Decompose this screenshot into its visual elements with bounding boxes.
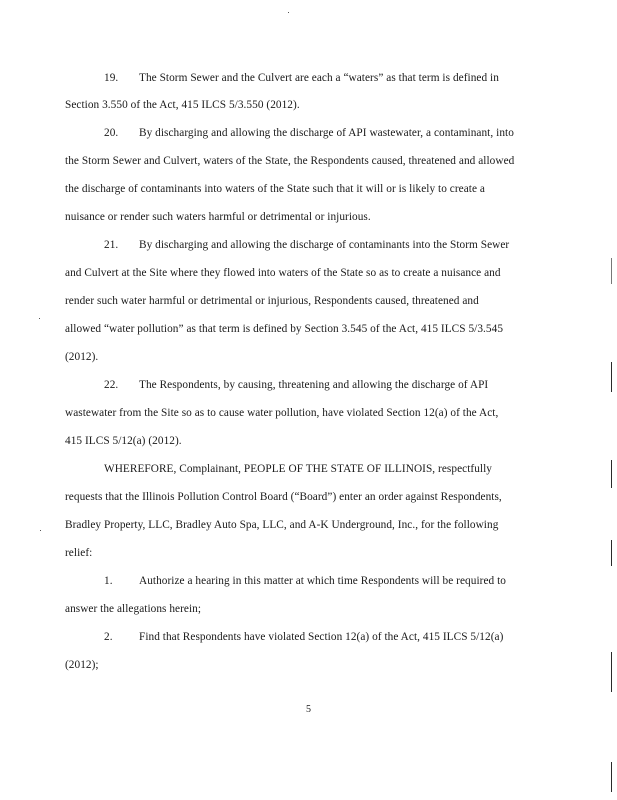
paragraph-line: relief: <box>65 547 93 559</box>
paragraph-line: The Respondents, by causing, threatening and allowing the discharge of API <box>139 379 489 391</box>
paragraph-line: WHEREFORE, Complainant, PEOPLE OF THE STATE OF ILLINOIS, respectfully <box>104 463 492 475</box>
scan-mark <box>611 460 612 488</box>
paragraph-line: Authorize a hearing in this matter at which time Respondents will be required to <box>139 575 506 587</box>
paragraph-number: 2. <box>104 631 113 643</box>
paragraph-line: Bradley Property, LLC, Bradley Auto Spa, LLC, and A-K Underground, Inc., for the following <box>65 519 499 531</box>
scan-mark <box>611 762 612 792</box>
scan-mark <box>611 540 612 566</box>
paragraph-line: the discharge of contaminants into waters of the State such that it will or is likely to create a <box>65 183 485 195</box>
paragraph-line: (2012); <box>65 659 99 671</box>
scan-mark <box>611 362 612 392</box>
paragraph-line: the Storm Sewer and Culvert, waters of the State, the Respondents caused, threatened and allowed <box>65 155 515 167</box>
paragraph-line: (2012). <box>65 351 99 363</box>
paragraph-line: Find that Respondents have violated Section 12(a) of the Act, 415 ILCS 5/12(a) <box>139 631 504 643</box>
page-number: 5 <box>306 704 311 715</box>
paragraph-line: render such water harmful or detrimental or injurious, Respondents caused, threatened and <box>65 295 479 307</box>
paragraph-line: 415 ILCS 5/12(a) (2012). <box>65 435 182 447</box>
paragraph-line: Section 3.550 of the Act, 415 ILCS 5/3.550 (2012). <box>65 99 300 111</box>
paragraph-line: By discharging and allowing the discharge of contaminants into the Storm Sewer <box>139 239 510 251</box>
paragraph-line: allowed “water pollution” as that term is defined by Section 3.545 of the Act, 415 ILCS 5/3.545 <box>65 323 504 335</box>
paragraph-number: 1. <box>104 575 113 587</box>
scan-speck <box>288 12 289 13</box>
paragraph-line: The Storm Sewer and the Culvert are each a “waters” as that term is defined in <box>139 72 499 84</box>
paragraph-line: and Culvert at the Site where they flowed into waters of the State so as to create a nuisance and <box>65 267 501 279</box>
scan-mark <box>611 258 612 284</box>
paragraph-number: 19. <box>104 72 119 84</box>
paragraph-line: nuisance or render such waters harmful or detrimental or injurious. <box>65 211 371 223</box>
paragraph-number: 22. <box>104 379 119 391</box>
paragraph-line: requests that the Illinois Pollution Control Board (“Board”) enter an order against Respondents, <box>65 491 502 503</box>
scan-speck <box>39 318 40 319</box>
scan-speck <box>40 530 41 531</box>
paragraph-line: answer the allegations herein; <box>65 603 202 615</box>
paragraph-number: 21. <box>104 239 119 251</box>
paragraph-line: By discharging and allowing the discharge of API wastewater, a contaminant, into <box>139 127 514 139</box>
paragraph-number: 20. <box>104 127 119 139</box>
scan-mark <box>611 652 612 692</box>
paragraph-line: wastewater from the Site so as to cause water pollution, have violated Section 12(a) of the Act, <box>65 407 499 419</box>
